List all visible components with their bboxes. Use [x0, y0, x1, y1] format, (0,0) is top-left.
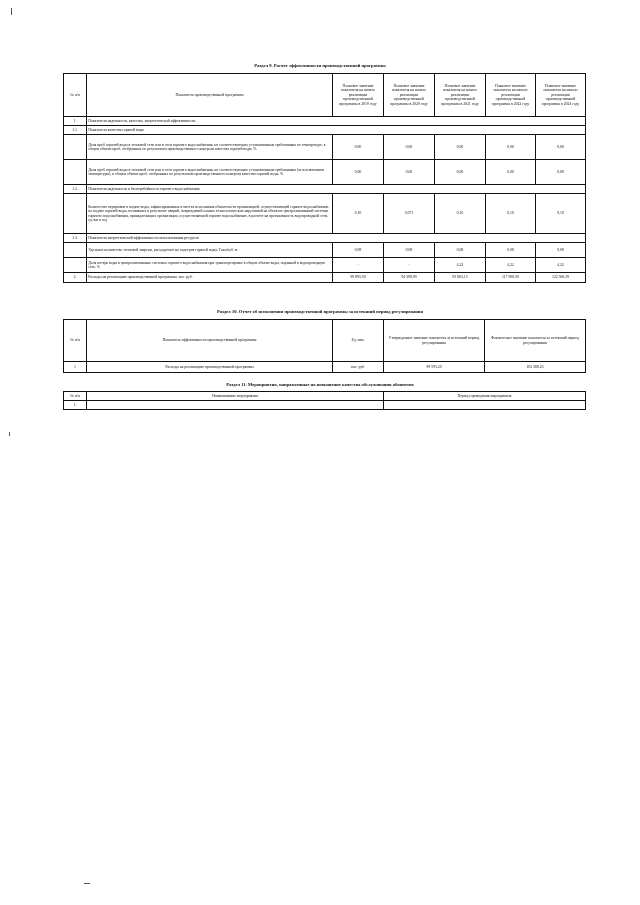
row-period [384, 401, 586, 410]
col-header-period: Период проведения мероприятия [384, 392, 586, 401]
row-label: Доля потерь воды в централизованных системах горячего водоснабжения при транспортировке в общем объеме воды, поданной в водопроводную сеть, % [87, 258, 333, 273]
row-value: 0,00 [333, 135, 384, 160]
row-section-label: Показатели надежности, качества, энергетической эффективности [87, 117, 586, 126]
table-row [64, 258, 586, 273]
table-row [64, 401, 586, 410]
col-header-2020: Плановое значение показателя на начало реализации производственной программы в 2020 году [384, 74, 435, 117]
report-table-header [64, 320, 586, 362]
col-header-2022: Плановое значение показателя на начало реализации производственной программы в 2022 году [486, 74, 536, 117]
row-value: 0,00 [486, 160, 536, 185]
scan-mark-left-top [11, 8, 12, 15]
row-value: 0,071 [384, 194, 435, 234]
table-row [64, 117, 586, 126]
row-num [64, 135, 87, 160]
row-unit: тыс. руб. [333, 362, 384, 373]
efficiency-table [63, 73, 586, 283]
measures-table-header [64, 392, 586, 401]
col-header-2019: Плановое значение показателя на начало реализации производственной программы в 2019 году [333, 74, 384, 117]
row-approved: 99 593,20 [384, 362, 485, 373]
row-num: 2. [64, 273, 87, 283]
row-num: 1 [64, 362, 87, 373]
row-value: - [333, 258, 384, 273]
row-label: Доля проб горячей воды в тепловой сети или в сети горячего водоснабжения, не соответствующих установленным требованиям (за исключением температуры), в общем объеме проб, отобранных по результатам производственного контроля качества горячей воды, % [87, 160, 333, 185]
row-value: 0,00 [384, 160, 435, 185]
row-value: 0,10 [486, 194, 536, 234]
col-header-num: № п/п [64, 392, 87, 401]
table-row [64, 160, 586, 185]
row-value: 0,10 [435, 194, 486, 234]
col-header-num: № п/п [64, 74, 87, 117]
table-row [64, 135, 586, 160]
row-value: 0,10 [536, 194, 586, 234]
row-label: Количество перерывов в подаче воды, зафиксированных в местах исполнения обязательств организацией, осуществляющей горячее водоснабжение, по подаче горячей воды, возникших в результате аварий, повреждений и иных технологических нарушений на объектах централизованной системы горячего водоснабжения, принадлежащих организации, осуществляющей горячее водоснабжение, в расчете на протяженность водопроводной сети, ед./км в год [87, 194, 333, 234]
efficiency-table-header [64, 74, 586, 117]
row-value: 0,08 [333, 243, 384, 258]
row-num: 1. [64, 401, 87, 410]
row-value: 99 895,50 [333, 273, 384, 283]
row-measure [87, 401, 384, 410]
table-row [64, 126, 586, 135]
row-label: Удельное количество тепловой энергии, расходуемое на подогрев горячей воды, Гкал/куб. м [87, 243, 333, 258]
table-row [64, 243, 586, 258]
report-table [63, 319, 586, 373]
col-header-2021: Плановое значение показателя на начало реализации производственной программы в 2021 году [435, 74, 486, 117]
row-num: 1. [64, 117, 87, 126]
table-row [64, 362, 586, 373]
col-header-2023: Плановое значение показателя на начало реализации производственной программы в 2023 году [536, 74, 586, 117]
row-value: 95 863,15 [435, 273, 486, 283]
row-num [64, 258, 87, 273]
table-row [64, 185, 586, 194]
row-actual: 102 388,23 [485, 362, 586, 373]
row-value: 117 900,50 [486, 273, 536, 283]
row-value: 0,00 [384, 135, 435, 160]
scan-mark-left-mid [9, 432, 10, 436]
row-section-label: Показатели качества горячей воды [87, 126, 586, 135]
section10-title: Раздел 10. Отчет об исполнении производственной программы за истекший период регулирования [216, 309, 424, 314]
row-num: 1.1. [64, 126, 87, 135]
row-value: 0,00 [435, 160, 486, 185]
row-value: 0,08 [536, 243, 586, 258]
row-value: 0,10 [333, 194, 384, 234]
col-header-num: № п/п [64, 320, 87, 362]
row-value: 0,00 [333, 160, 384, 185]
row-value: 0,00 [435, 135, 486, 160]
col-header-indicator: Показатель эффективности производственной программы [87, 320, 333, 362]
row-num [64, 160, 87, 185]
row-value: 0,08 [486, 243, 536, 258]
row-value: 94 398,99 [384, 273, 435, 283]
row-value: 4,22 [486, 258, 536, 273]
row-value: 4,22 [536, 258, 586, 273]
row-num [64, 243, 87, 258]
row-value: 0,00 [536, 160, 586, 185]
row-section-label: Показатели надежности и бесперебойности горячего водоснабжения [87, 185, 586, 194]
section9-title: Раздел 9. Расчет эффективности производственной программы [254, 63, 386, 68]
row-section-label: Показатели энергетической эффективности использования ресурсов [87, 234, 586, 243]
section11-title: Раздел 11. Мероприятия, направленные на повышение качества обслуживания абонентов [226, 382, 414, 387]
row-value: 0,00 [536, 135, 586, 160]
table-row [64, 234, 586, 243]
row-label: Расходы на реализацию производственной программы [87, 362, 333, 373]
row-num [64, 194, 87, 234]
row-value: 122 506,39 [536, 273, 586, 283]
row-value: 0,08 [384, 243, 435, 258]
col-header-approved: Утвержденное значение показателя за истекший период регулирования [384, 320, 485, 362]
measures-table [63, 391, 586, 410]
row-label: Доля проб горячей воды в тепловой сети или в сети горячего водоснабжения, не соответствующих установленным требованиям по температуре, в общем объеме проб, отобранных по результатам производственного контроля качества горячей воды, % [87, 135, 333, 160]
row-label: Расходы на реализацию производственной программы, тыс. руб. [87, 273, 333, 283]
scan-mark-bottom [84, 883, 90, 884]
row-value: 0,00 [486, 135, 536, 160]
col-header-unit: Ед. изм. [333, 320, 384, 362]
col-header-measure: Наименование мероприятия [87, 392, 384, 401]
row-value: 0,08 [435, 243, 486, 258]
row-value: - [384, 258, 435, 273]
table-row [64, 194, 586, 234]
table-row [64, 273, 586, 283]
row-num: 1.2. [64, 185, 87, 194]
col-header-actual: Фактическое значение показателя за истекший период регулирования [485, 320, 586, 362]
row-value: 4,22 [435, 258, 486, 273]
col-header-indicator: Показатель производственной программы [87, 74, 333, 117]
row-num: 1.3. [64, 234, 87, 243]
